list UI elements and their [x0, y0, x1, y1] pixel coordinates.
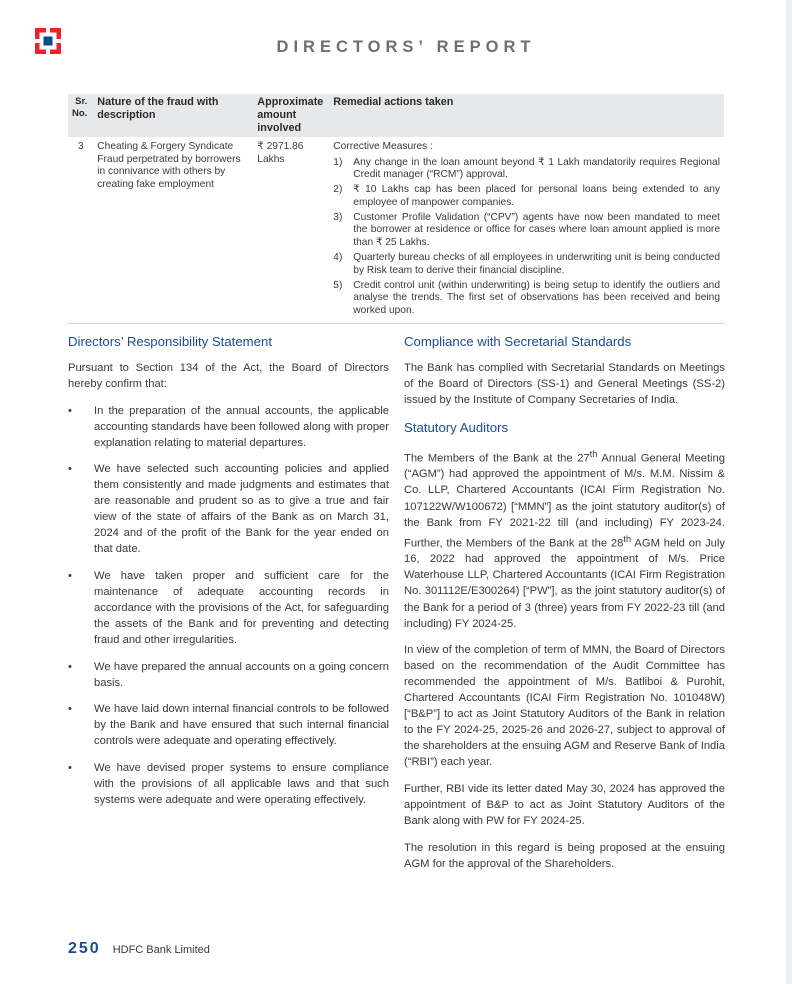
list-item — [333, 184, 720, 209]
page-edge-strip — [786, 0, 792, 984]
bullet-text: We have laid down internal financial controls to be followed by the Bank and have ensured that such internal financial controls were adequate and operating effectively. — [94, 703, 389, 748]
remedy-number: 4) — [333, 251, 343, 263]
cell-remedial — [329, 137, 724, 323]
text-run: AGM held on July 16, 2022 had approved the appointment of M/s. Price Waterhouse LLP, Chartered Accountants (ICAI Firm Registration No. 301112E/E300264) [“PW”], as the joint statutory auditor(s) of the Bank for a period of 3 (three) years from FY 2022-23 till (and including) FY 2024-25. — [404, 537, 725, 630]
remedial-intro: Corrective Measures : — [333, 141, 433, 152]
bullet-icon: • — [68, 703, 72, 716]
cell-amount: ₹ 2971.86 Lakhs — [253, 137, 329, 323]
remedies-list — [333, 157, 720, 318]
text-run: The Members of the Bank at the 27 — [404, 452, 590, 465]
bullet-icon: • — [68, 761, 72, 774]
remedy-number: 1) — [333, 156, 343, 168]
bullet-text: We have devised proper systems to ensure compliance with the provisions of all applicable laws and that such systems were adequate and were operating effectively. — [94, 761, 389, 807]
fraud-table — [68, 94, 724, 324]
bullet-icon: • — [68, 570, 72, 583]
paragraph: Pursuant to Section 134 of the Act, the Board of Directors hereby confirm that: — [68, 362, 389, 391]
bullet-icon: • — [68, 404, 72, 417]
paragraph: Further, RBI vide its letter dated May 30, 2024 has approved the appointment of B&P to act as Joint Statutory Auditors of the Bank along with PW for FY 2024-25. — [404, 783, 725, 828]
list-item — [333, 212, 720, 250]
cell-nature: Cheating & Forgery Syndicate Fraud perpetrated by borrowers in connivance with others by creating fake employment — [93, 137, 253, 323]
company-name: HDFC Bank Limited — [112, 944, 210, 956]
remedy-number: 5) — [333, 279, 343, 291]
list-item — [68, 403, 389, 451]
paragraph: The Bank has complied with Secretarial Standards on Meetings of the Board of Directors (SS-1) and General Meetings (SS-2) issued by the Institute of Company Secretaries of India. — [404, 362, 725, 407]
remedy-text: Any change in the loan amount beyond ₹ 1 Lakh mandatorily requires Regional Credit manager (“RCM”) approval. — [353, 156, 720, 181]
list-item — [68, 461, 389, 557]
col-header-remedial: Remedial actions taken — [329, 94, 724, 137]
paragraph: In view of the completion of term of MMN, the Board of Directors based on the recommendation of the Audit Committee has recommended the appointment of M/s. Batliboi & Purohit, Chartered Accountants (ICAI Firm Registration No. 101048W) [“B&P”] to act as Joint Statutory Auditors of the Bank in relation to the FY 2024-25, 2025-26 and 2026-27, subject to approval of the shareholders at the ensuing AGM and Reserve Bank of India (“RBI”) each year. — [404, 644, 725, 769]
section-heading-statutory-auditors: Statutory Auditors — [404, 419, 509, 435]
remedy-number: 3) — [333, 211, 343, 223]
text-run: Annual General Meeting (“AGM”) had approved the appointment of M/s. M.M. Nissim & Co. LLP, Chartered Accountants (ICAI Firm Registration No. 107122W/W100672) [“MMN”] as the joint statutory auditor(s) of the Bank from FY 2021-22 till (and including) FY 2023-24. Further, the Members of the Bank at the 28 — [404, 452, 725, 550]
bullet-text: We have taken proper and sufficient care for the maintenance of adequate accounting records in accordance with the provisions of the Act, for safeguarding the assets of the Bank and for preventing and detecting fraud and other irregularities. — [94, 570, 389, 647]
remedy-text: Credit control unit (within underwriting) is being setup to identify the outliers and analyse the trends. The first set of observations has been received and being worked upon. — [353, 279, 720, 316]
paragraph: The resolution in this regard is being proposed at the ensuing AGM for the approval of the Shareholders. — [404, 841, 725, 870]
remedy-text: ₹ 10 Lakhs cap has been placed for personal loans being extended to any employee of manpower companies. — [353, 184, 720, 208]
list-item — [68, 568, 389, 648]
list-item — [333, 280, 720, 318]
responsibility-bullet-list — [68, 403, 389, 809]
col-header-sr-no: Sr. No. — [68, 94, 93, 137]
superscript: th — [589, 448, 598, 459]
table-row — [68, 137, 724, 323]
section-heading-directors-responsibility: Directors’ Responsibility Statement — [68, 334, 272, 349]
list-item — [333, 252, 720, 277]
superscript: th — [623, 533, 632, 544]
list-item — [333, 157, 720, 182]
left-column — [68, 333, 389, 819]
list-item — [68, 701, 389, 749]
remedy-text: Customer Profile Validation (“CPV”) agents have now been mandated to meet the borrower at residence or office for cases where loan amount applied is more than ₹ 25 Lakhs. — [353, 211, 720, 248]
bullet-icon: • — [68, 660, 72, 673]
bullet-text: We have prepared the annual accounts on a going concern basis. — [94, 660, 389, 689]
bullet-text: We have selected such accounting policies and applied them consistently and made judgments and estimates that are reasonable and prudent so as to give a true and fair view of the state of affairs of the Bank as on March 31, 2024 and of the profit of the Bank for the year ended on that date. — [94, 463, 389, 556]
list-item — [68, 659, 389, 691]
cell-sr-no: 3 — [68, 137, 93, 323]
col-header-nature: Nature of the fraud with description — [93, 94, 253, 137]
col-header-amount: Approximate amount involved — [253, 94, 329, 137]
bullet-icon: • — [68, 463, 72, 476]
table-header-row — [68, 94, 724, 137]
remedy-number: 2) — [333, 184, 343, 196]
remedy-text: Quarterly bureau checks of all employees in underwriting unit is being conducted by Risk team to derive their financial discipline. — [353, 251, 720, 276]
page-title: DIRECTORS’ REPORT — [276, 38, 536, 56]
list-item — [68, 760, 389, 808]
page-number: 250 — [68, 940, 101, 957]
bullet-text: In the preparation of the annual accounts, the applicable accounting standards have been followed along with proper explanation relating to material departures. — [94, 404, 389, 449]
right-column — [404, 333, 725, 882]
section-heading-secretarial-standards: Compliance with Secretarial Standards — [404, 334, 632, 349]
paragraph — [404, 446, 725, 632]
page-footer — [68, 940, 210, 958]
